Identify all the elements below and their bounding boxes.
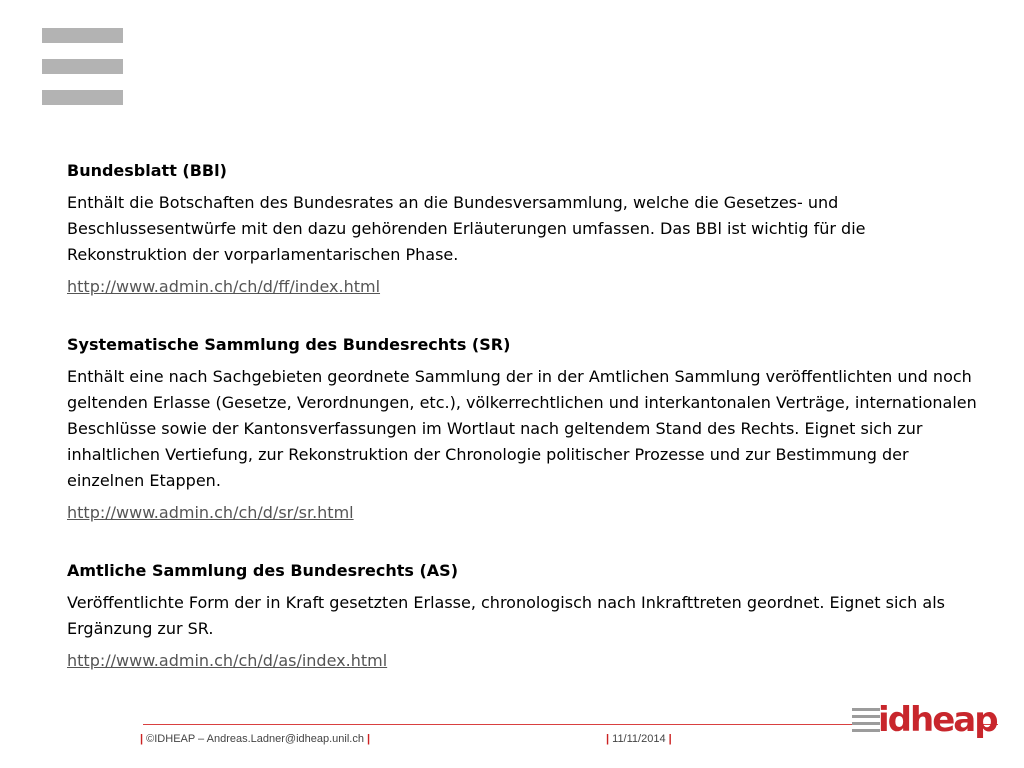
logo-bar	[42, 59, 123, 74]
footer-separator: |	[367, 733, 371, 745]
footer-copyright	[140, 733, 370, 745]
footer-separator: |	[140, 733, 144, 745]
section-title: Bundesblatt (BBl)	[67, 161, 227, 180]
section-text: Enthält eine nach Sachgebieten geordnete Sammlung der in der Amtlichen Sammlung veröffentlichten und noch geltenden Erlasse (Gesetze, Verordnungen, etc.), völkerrechtlichen und interkantonalen Verträge, internationalen Beschlüsse sowie der Kantonsverfassungen im Wortlaut nach geltendem Stand des Rechts. Eignet sich zur inhaltlichen Vertiefung, zur Rekonstruktion der Chronologie politischer Prozesse und zur Bestimmung der einzelnen Etappen.	[67, 367, 977, 490]
logo-bar	[42, 28, 123, 43]
footer-date	[606, 733, 672, 745]
logo-bar	[42, 90, 123, 105]
brand-wordmark: idheap	[878, 700, 997, 740]
footer-separator: |	[668, 733, 672, 745]
section-text: Veröffentlichte Form der in Kraft gesetzten Erlasse, chronologisch nach Inkrafttreten geordnet. Eignet sich als Ergänzung zur SR.	[67, 593, 945, 638]
section-title: Amtliche Sammlung des Bundesrechts (AS)	[67, 561, 459, 580]
section-bbl	[67, 160, 987, 300]
footer-separator: |	[606, 733, 610, 745]
section-text: Enthält die Botschaften des Bundesrates an die Bundesversammlung, welche die Gesetzes- und Beschlussesentwürfe mit den dazu gehörenden Erläuterungen umfassen. Das BBl ist wichtig für die Rekonstruktion der vorparlamentarischen Phase.	[67, 193, 866, 264]
date-text: 11/11/2014	[612, 733, 666, 745]
section-link[interactable]: http://www.admin.ch/ch/d/sr/sr.html	[67, 503, 354, 522]
section-sr	[67, 334, 987, 526]
section-link[interactable]: http://www.admin.ch/ch/d/ff/index.html	[67, 277, 381, 296]
copyright-text: ©IDHEAP – Andreas.Ladner@idheap.unil.ch	[146, 733, 364, 745]
section-title: Systematische Sammlung des Bundesrechts (SR)	[67, 335, 511, 354]
slide-content	[67, 160, 987, 708]
section-as	[67, 560, 987, 674]
stripes-logo-icon	[42, 28, 123, 121]
logo-lines-icon	[852, 708, 880, 736]
idheap-logo	[852, 700, 997, 742]
section-link[interactable]: http://www.admin.ch/ch/d/as/index.html	[67, 651, 388, 670]
